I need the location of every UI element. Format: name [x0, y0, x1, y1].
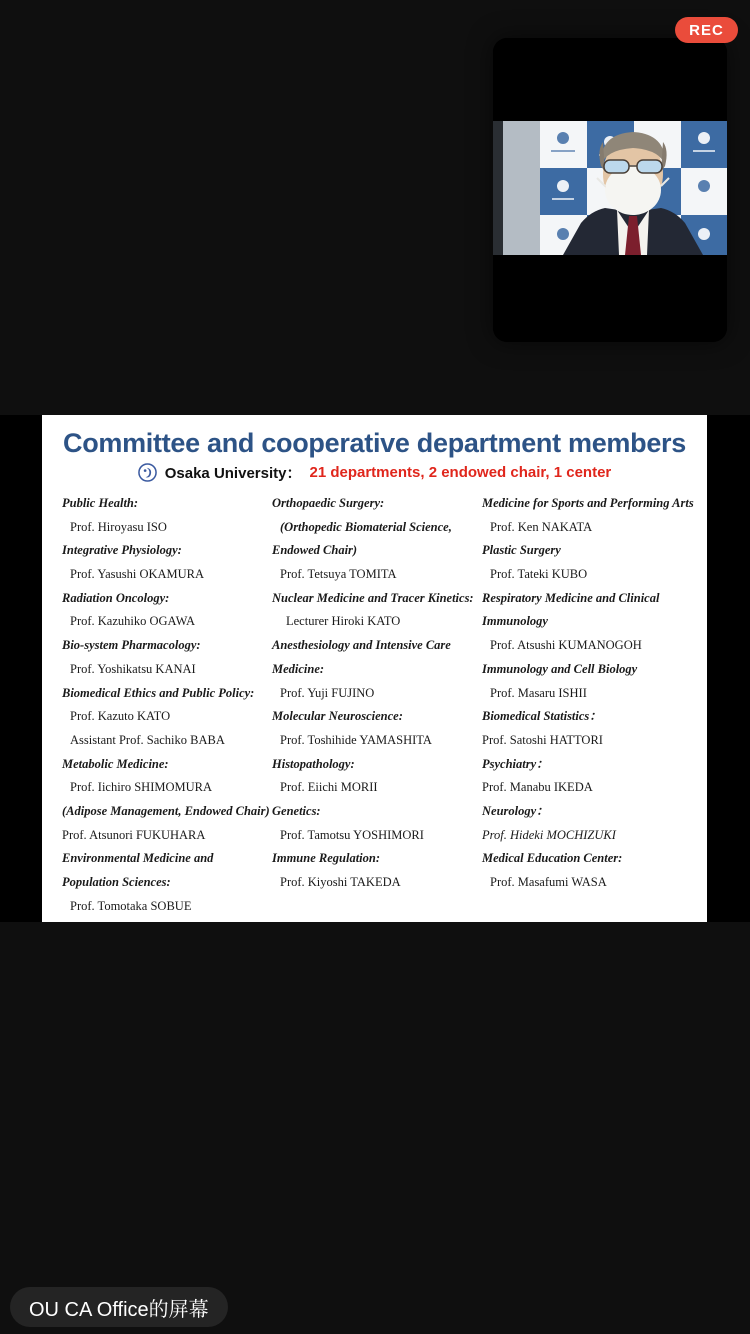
screen-name-pill: [10, 1287, 228, 1327]
department-heading: Medicine for Sports and Performing Arts: [482, 496, 694, 510]
member-name: Prof. Yuji FUJINO: [280, 685, 375, 700]
department-heading: Orthopaedic Surgery:: [272, 496, 385, 510]
department-heading: Plastic Surgery: [482, 543, 561, 558]
member-name: Prof. Hiroyasu ISO: [70, 519, 167, 534]
department-heading: Histopathology:: [272, 756, 355, 771]
member-name: Prof. Ken NAKATA: [490, 519, 593, 534]
participant-video-person: [493, 121, 727, 262]
rec-badge[interactable]: [675, 17, 738, 43]
department-heading: Immunology and Cell Biology: [482, 661, 638, 676]
member-name: Prof. Eiichi MORII: [280, 780, 378, 795]
department-heading: Radiation Oncology:: [62, 590, 170, 605]
department-heading: Neurology：: [482, 803, 549, 818]
department-heading: Environmental Medicine and: [62, 851, 214, 866]
slide-column-3: [482, 492, 702, 895]
department-heading: Medical Education Center:: [482, 851, 623, 866]
department-heading: Immune Regulation:: [272, 851, 381, 866]
department-heading: Genetics:: [272, 803, 321, 818]
member-name: Prof. Toshihide YAMASHITA: [280, 732, 432, 747]
member-name: Prof. Kazuhiko OGAWA: [70, 614, 196, 629]
rec-label: REC: [689, 21, 724, 39]
slide-subtitle: [42, 462, 707, 483]
member-name: Prof. Atsunori FUKUHARA: [62, 827, 206, 842]
participant-video[interactable]: [493, 38, 727, 342]
screen-name-label: OU CA Office的屏幕: [29, 1298, 209, 1321]
screen-share-area[interactable]: [0, 415, 750, 922]
department-heading: Psychiatry：: [482, 756, 549, 771]
member-name: Prof. Satoshi HATTORI: [482, 732, 603, 747]
member-name: Prof. Manabu IKEDA: [482, 780, 593, 795]
member-name: Prof. Tetsuya TOMITA: [280, 567, 397, 582]
slide-title: Committee and cooperative department members: [63, 428, 686, 458]
department-heading: Bio-system Pharmacology:: [62, 638, 201, 653]
slide-column-2: [272, 492, 477, 895]
member-name: Lecturer Hiroki KATO: [286, 614, 401, 629]
department-heading: Respiratory Medicine and Clinical: [482, 590, 660, 605]
member-name: Prof. Masafumi WASA: [490, 875, 607, 889]
department-heading: (Orthopedic Biomaterial Science,: [280, 519, 452, 534]
member-name: Prof. Tamotsu YOSHIMORI: [280, 827, 424, 842]
participant-video-frame: [493, 38, 727, 342]
member-name: Prof. Masaru ISHII: [490, 685, 587, 700]
department-heading: Population Sciences:: [62, 875, 171, 889]
member-name: Prof. Yoshikatsu KANAI: [70, 661, 196, 676]
department-heading: Integrative Physiology:: [62, 543, 182, 558]
member-name: Prof. Hideki MOCHIZUKI: [482, 827, 616, 842]
department-heading: Public Health:: [62, 496, 139, 510]
department-heading: Medicine:: [272, 661, 325, 676]
slide: [42, 415, 707, 922]
member-name: Assistant Prof. Sachiko BABA: [70, 732, 225, 747]
department-heading: Biomedical Ethics and Public Policy:: [62, 685, 255, 700]
department-heading: Molecular Neuroscience:: [272, 709, 403, 724]
department-heading: Biomedical Statistics：: [482, 709, 602, 724]
org-label: Osaka University：: [164, 465, 302, 482]
department-heading: Anesthesiology and Intensive Care: [272, 638, 451, 653]
stats-text: 21 departments, 2 endowed chair, 1 center: [309, 464, 612, 481]
department-heading: Metabolic Medicine:: [62, 756, 169, 771]
department-heading: (Adipose Management, Endowed Chair): [62, 803, 270, 818]
member-name: Prof. Iichiro SHIMOMURA: [70, 780, 213, 795]
member-name: Prof. Tateki KUBO: [490, 567, 588, 582]
member-name: Prof. Yasushi OKAMURA: [70, 567, 205, 582]
member-name: Prof. Kiyoshi TAKEDA: [280, 875, 401, 889]
department-heading: Nuclear Medicine and Tracer Kinetics:: [272, 590, 474, 605]
member-name: Prof. Tomotaka SOBUE: [70, 898, 192, 913]
department-heading: Immunology: [482, 614, 548, 629]
member-name: Prof. Atsushi KUMANOGOH: [490, 638, 642, 653]
slide-column-1: [62, 492, 270, 918]
osaka-university-logo-icon: [138, 463, 157, 482]
department-heading: Endowed Chair): [272, 543, 358, 558]
member-name: Prof. Kazuto KATO: [70, 709, 171, 724]
